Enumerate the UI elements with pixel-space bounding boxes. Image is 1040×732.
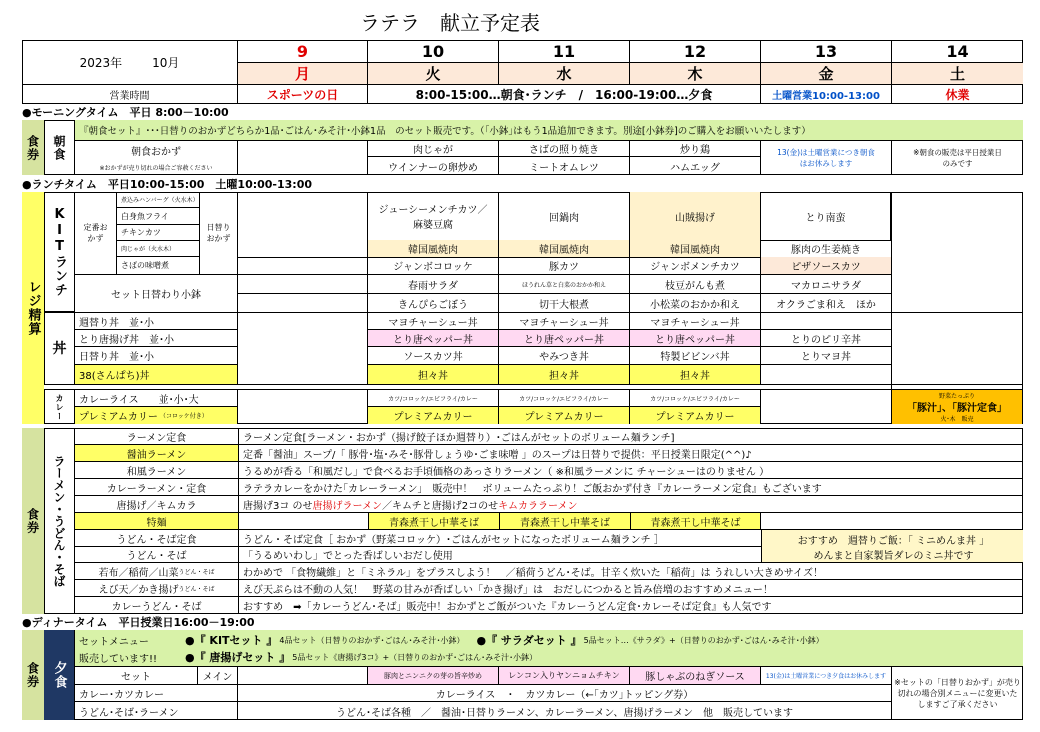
- year: 2023年: [79, 55, 123, 70]
- holiday-note: スポーツの日: [237, 84, 367, 104]
- curry-name: カレーライス 並･小･大: [74, 390, 237, 407]
- day-fri-date: 13: [760, 40, 891, 62]
- tokumen-cell: 青森煮干し中華そば: [630, 513, 761, 530]
- noodle-rows: [74, 428, 1023, 614]
- month: 10月: [152, 55, 180, 70]
- noodle-name: 特麺: [75, 513, 238, 530]
- divider: [237, 140, 238, 175]
- teiban-item: 煮込みハンバーグ（火水木）: [117, 192, 200, 208]
- don-cell: 特製ビビンバ丼: [629, 347, 760, 365]
- noodle-desc: 定番「醤油」スープ/「 豚骨･塩･みそ･豚骨しょうゆ･ごま味噌 」のスープは日替りで提供：平日授業日限定(^^)♪: [238, 445, 1023, 462]
- noodle-category: ラーメン・うどん・そば: [44, 428, 74, 614]
- noodle-desc: うるめが香る「和風だし」で食べるお手頃価格のあっさりラーメン（ ※和風ラーメンに チャーシューはのりません ）: [238, 462, 1023, 479]
- noodle-side-label: 食券: [22, 428, 44, 614]
- morning-wed-1: さばの照り焼き: [498, 140, 629, 157]
- teiban-label: 定番おかず: [74, 192, 116, 274]
- day-tue-weekday: 火: [367, 62, 498, 84]
- tokumen-cell: 青森煮干し中華そば: [368, 513, 499, 530]
- desc-part: 唐揚げラーメン: [312, 500, 383, 512]
- don-cell: マヨチャーシュー丼: [367, 313, 498, 330]
- don-label: 丼: [44, 312, 74, 384]
- minimen-line1: おすすめ 週替りご飯：「 ミニめんま丼 」: [797, 535, 990, 546]
- don-cell: マヨチャーシュー丼: [629, 313, 760, 330]
- dinner-category: 夕食: [44, 630, 74, 720]
- don-cell: [760, 313, 891, 330]
- noodle-name: えび天／かき揚げ: [98, 584, 179, 596]
- kobachi-tue-3: きんぴらごぼう: [367, 294, 498, 312]
- curry-cell: プレミアムカリー: [367, 407, 498, 424]
- divider: [760, 390, 761, 424]
- higawari-fri: とり南蛮: [760, 192, 891, 240]
- curry-premium-name: [74, 407, 237, 424]
- dinner-thu-main: 豚しゃぶのねぎソース: [629, 667, 760, 685]
- kobachi-wed-1: 豚カツ: [498, 257, 629, 274]
- set-line-2: [185, 649, 1023, 665]
- curry-cell: カツ/コロッケ/エビフライ/カレー: [367, 390, 498, 407]
- tonjiru-bottom: 火･木 販売: [940, 416, 974, 423]
- curry-premium-note: （コロッケ付き）: [159, 413, 208, 420]
- kit-set-title: ●『 KITセット 』: [185, 634, 278, 647]
- don-cell: とり唐ペッパー丼: [367, 330, 498, 347]
- saturday-closed-note: 休業: [891, 84, 1023, 104]
- higawari-label: 日替りおかず: [206, 223, 231, 243]
- divider: [238, 513, 239, 530]
- don-cell: 担々丼: [629, 365, 760, 384]
- don-cell: とり唐ペッパー丼: [629, 330, 760, 347]
- curry-cell: プレミアムカリー: [629, 407, 760, 424]
- teiban-item: チキンカツ: [117, 225, 200, 241]
- noodle-karaage-desc: [238, 496, 1023, 513]
- don-cell: マヨチャーシュー丼: [498, 313, 629, 330]
- day-sat-weekday: 土: [891, 62, 1023, 84]
- dinner-header: ●ディナータイム 平日授業日16:00－19:00: [22, 616, 255, 629]
- desc-part: ／キムチと唐揚げ2コのせ: [382, 500, 499, 512]
- divider: [237, 312, 238, 384]
- morning-set-line: 『朝食セット』･･･日替りのおかずどちらか1品･ごはん･みそ汁･小鉢1品 のセット販売です。（｢小鉢｣はもう1品追加できます。別途[小鉢券]のご購入をお願いいたします）: [74, 120, 1023, 140]
- weekday-hours: 8:00-15:00…朝食･ランチ / 16:00-19:00…夕食: [367, 84, 760, 104]
- noodle-name-ebiten: [75, 580, 238, 597]
- dinner-set-box: [74, 630, 1023, 667]
- morning-wed-2: ミートオムレツ: [498, 157, 629, 175]
- morning-thu-1: 炒り鶏: [629, 140, 760, 157]
- divider: [237, 192, 238, 312]
- don-cell: やみつき丼: [498, 347, 629, 365]
- noodle-desc: ラーメン定食[ラーメン・おかず（揚げ餃子ほか週替り）･ごはんがセットのボリューム麺ランチ]: [238, 428, 1023, 445]
- curry-cell: カツ/コロッケ/エビフライ/カレー: [498, 390, 629, 407]
- dinner-side-label: 食券: [22, 630, 44, 720]
- friday-hours-note: 土曜営業10:00-13:00: [760, 84, 891, 104]
- dinner-sold-out-note: ※セットの「日替りおかず」が売り切れの場合別メニューに変更いたしますご了承ください: [891, 667, 1023, 720]
- dinner-curry-desc: カレーライス ・ カツカレー（←｢カツ｣トッピング券）: [237, 685, 891, 702]
- higawari-thu: 山賊揚げ: [629, 192, 760, 240]
- day-sat-date: 14: [891, 40, 1023, 62]
- day-mon-weekday: 月: [237, 62, 367, 84]
- kobachi-wed-3: 切干大根煮: [498, 294, 629, 312]
- don-cell: ソースカツ丼: [367, 347, 498, 365]
- dinner-mon-empty: [237, 667, 367, 685]
- morning-tue-1: 肉じゃが: [367, 140, 498, 157]
- dinner-main-label: メイン: [197, 667, 237, 685]
- tonjiru-top: 野菜たっぷり: [938, 392, 975, 399]
- reji-side-label: レジ精算: [22, 192, 44, 424]
- kobachi-label: セット日替わり小鉢: [74, 274, 237, 312]
- noodle-desc: うどん・そば定食［ おかず（野菜コロッケ）･ごはんがセットになったボリューム麺ランチ ］: [238, 530, 761, 547]
- don-cell: とり唐ペッパー丼: [498, 330, 629, 347]
- noodle-name-wakame: [75, 563, 238, 580]
- noodle-desc: おすすめ ➡「カレーうどん･そば」販売中！おかずとご飯がついた『カレーうどん定食･カレーそば定食』も人気です: [238, 597, 1023, 614]
- day-thu-weekday: 木: [629, 62, 760, 84]
- day-mon-date: 9: [237, 40, 367, 62]
- day-fri-weekday: 金: [760, 62, 891, 84]
- morning-thu-2: ハムエッグ: [629, 157, 760, 175]
- higawari-tue: ジューシーメンチカツ／麻婆豆腐: [367, 192, 498, 240]
- dinner-curry-label: カレー･カツカレー: [74, 685, 237, 702]
- noodle-desc: えび天ぷらは不動の人気！ 野菜の甘みが香ばしい「かき揚げ」は おだしにつかると旨み倍増のおすすめメニュー！: [238, 580, 1023, 597]
- kit-set-desc: 4品セット（日替りのおかず･ごはん･みそ汁･小鉢）: [279, 635, 465, 645]
- noodle-name: 醤油ラーメン: [75, 445, 238, 462]
- morning-okazu-note: ※おかずが売り切れの場合ご容赦ください: [74, 160, 237, 175]
- curry-cell: カツ/コロッケ/エビフライ/カレー: [629, 390, 760, 407]
- morning-sat-note: ※朝食の販売は平日授業日のみです: [891, 140, 1023, 175]
- divider: [237, 390, 238, 424]
- kobachi-tue-2: 春雨サラダ: [367, 275, 498, 293]
- higawari-sub-fri: 豚肉の生姜焼き: [760, 240, 891, 257]
- higawari-wed: 回鍋肉: [498, 192, 629, 240]
- salad-set-desc: 5品セット…《サラダ》+（日替りのおかず･ごはん･みそ汁･小鉢）: [583, 635, 824, 645]
- kit-lunch-label: KITランチ: [44, 192, 74, 312]
- day-wed-weekday: 水: [498, 62, 629, 84]
- hours-label: 営業時間: [22, 84, 237, 104]
- morning-tue-2: ウインナーの卵炒め: [367, 157, 498, 175]
- kobachi-wed-2: ほうれん草と白菜のおかか和え: [498, 275, 629, 293]
- tokumen-cell: 青森煮干し中華そば: [499, 513, 630, 530]
- day-wed-date: 11: [498, 40, 629, 62]
- higawari-sub-tue: 韓国風焼肉: [367, 240, 498, 257]
- kobachi-fri-3: オクラごま和え ほか: [760, 294, 891, 312]
- kobachi-fri-1: ピザソースカツ: [760, 257, 891, 274]
- don-cell: 担々丼: [498, 365, 629, 384]
- curry-cell: プレミアムカリー: [498, 407, 629, 424]
- don-name: 日替り丼 並･小: [74, 347, 237, 365]
- lunch-header: ●ランチタイム 平日10:00-15:00 土曜10:00-13:00: [22, 178, 313, 191]
- dinner-wed-main: レンコン入りヤンニョムチキン: [498, 667, 629, 685]
- dinner-fri-note: 13(金)は土曜営業につき夕食はお休みします: [760, 667, 891, 685]
- minimen-line2: めんまと自家製旨ダレのミニ丼です: [813, 550, 974, 561]
- desc-part: 唐揚げ3コ のせ: [243, 500, 313, 512]
- salad-set-title: ●『 サラダセット 』: [476, 634, 582, 647]
- day-thu-date: 12: [629, 40, 760, 62]
- set-line-1: [185, 632, 1023, 648]
- morning-side-label: 食券: [22, 120, 44, 175]
- morning-okazu-label: 朝食おかず: [74, 140, 237, 160]
- kobachi-thu-2: 枝豆がんも煮: [629, 275, 760, 293]
- page-title: ラテラ 献立予定表: [360, 10, 540, 34]
- higawari-sub-thu: 韓国風焼肉: [629, 240, 760, 257]
- karaage-set-title: ●『 唐揚げセット 』: [185, 651, 291, 664]
- don-cell: 担々丼: [367, 365, 498, 384]
- kobachi-thu-1: ジャンボメンチカツ: [629, 257, 760, 274]
- don-name: とり唐揚げ丼 並･小: [74, 330, 237, 347]
- noodle-name: ラーメン定食: [75, 428, 238, 445]
- morning-fri-note: 13(金)は土曜営業につき朝食はお休みします: [760, 140, 891, 175]
- noodle-name-suffix: うどん・そば: [178, 568, 215, 576]
- noodle-name: 若布／稲荷／山菜: [98, 567, 179, 579]
- noodle-name-suffix: うどん・そば: [178, 585, 215, 593]
- noodle-name: 唐揚げ／キムカラ: [75, 496, 238, 513]
- dinner-noodle-label: うどん･そば･ラーメン: [74, 702, 237, 720]
- day-tue-date: 10: [367, 40, 498, 62]
- tonjiru-box: [892, 390, 1022, 424]
- teiban-list: [116, 192, 200, 274]
- noodle-name: カレーうどん・そば: [111, 602, 202, 613]
- divider: [237, 62, 1023, 63]
- noodle-desc: ラテラカレーをかけた｢カレーラーメン｣ 販売中！ ボリュームたっぷり！ご飯おかず付き『カレーラーメン定食』もございます: [238, 479, 1023, 496]
- teiban-item: 肉じゃが（火水木）: [117, 241, 200, 257]
- noodle-name: 和風ラーメン: [75, 462, 238, 479]
- morning-category: 朝食: [44, 120, 74, 175]
- noodle-name: うどん・そば: [75, 547, 238, 563]
- teiban-item: 白身魚フライ: [117, 208, 200, 225]
- noodle-name: うどん・そば定食: [75, 530, 238, 547]
- minimen-box: [761, 530, 1023, 563]
- morning-header: ●モーニングタイム 平日 8:00－10:00: [22, 106, 229, 119]
- curry-label: カレー: [44, 390, 74, 424]
- noodle-desc: わかめで 「食物繊維」と「ミネラル」をプラスしよう！ ／稲荷うどん･そば。甘辛く炊いた「稲荷」は うれしい大きめサイズ！: [238, 563, 1023, 580]
- selling-label: 販売しています!!: [79, 653, 158, 665]
- don-cell: [760, 365, 891, 384]
- dinner-tue-main: 豚肉とニンニクの芽の旨辛炒め: [367, 667, 498, 685]
- tonjiru-name: ｢豚汁｣、｢豚汁定食｣: [912, 403, 1002, 414]
- teiban-item: さばの味噌煮: [121, 261, 169, 270]
- curry-premium-label: プレミアムカリー: [79, 412, 158, 423]
- higawari-sub-wed: 韓国風焼肉: [498, 240, 629, 257]
- kobachi-fri-2: マカロニサラダ: [760, 275, 891, 293]
- set-menu-label: セットメニュー: [79, 636, 149, 648]
- dinner-set-label: セット: [74, 667, 197, 685]
- kobachi-thu-3: 小松菜のおかか和え: [629, 294, 760, 312]
- year-month: [22, 40, 237, 84]
- desc-part: キムカララーメン: [498, 500, 578, 512]
- don-name: 38(さんぱち)丼: [74, 365, 237, 384]
- don-cell: とりマヨ丼: [760, 347, 891, 365]
- don-cell: とりのピリ辛丼: [760, 330, 891, 347]
- kobachi-tue-1: ジャンボコロッケ: [367, 257, 498, 274]
- dinner-noodle-desc: うどん･そば各種 ／ 醤油･日替りラーメン、カレーラーメン、唐揚げラーメン 他 販売しています: [237, 702, 891, 720]
- karaage-set-desc: 5品セット《唐揚げ3コ》+（日替りのおかず･ごはん･みそ汁･小鉢）: [292, 652, 538, 662]
- noodle-desc: 「うるめいわし」でとった香ばしいおだし使用: [238, 547, 761, 563]
- don-name: 週替り丼 並･小: [74, 313, 237, 330]
- noodle-name: カレーラーメン・定食: [75, 479, 238, 496]
